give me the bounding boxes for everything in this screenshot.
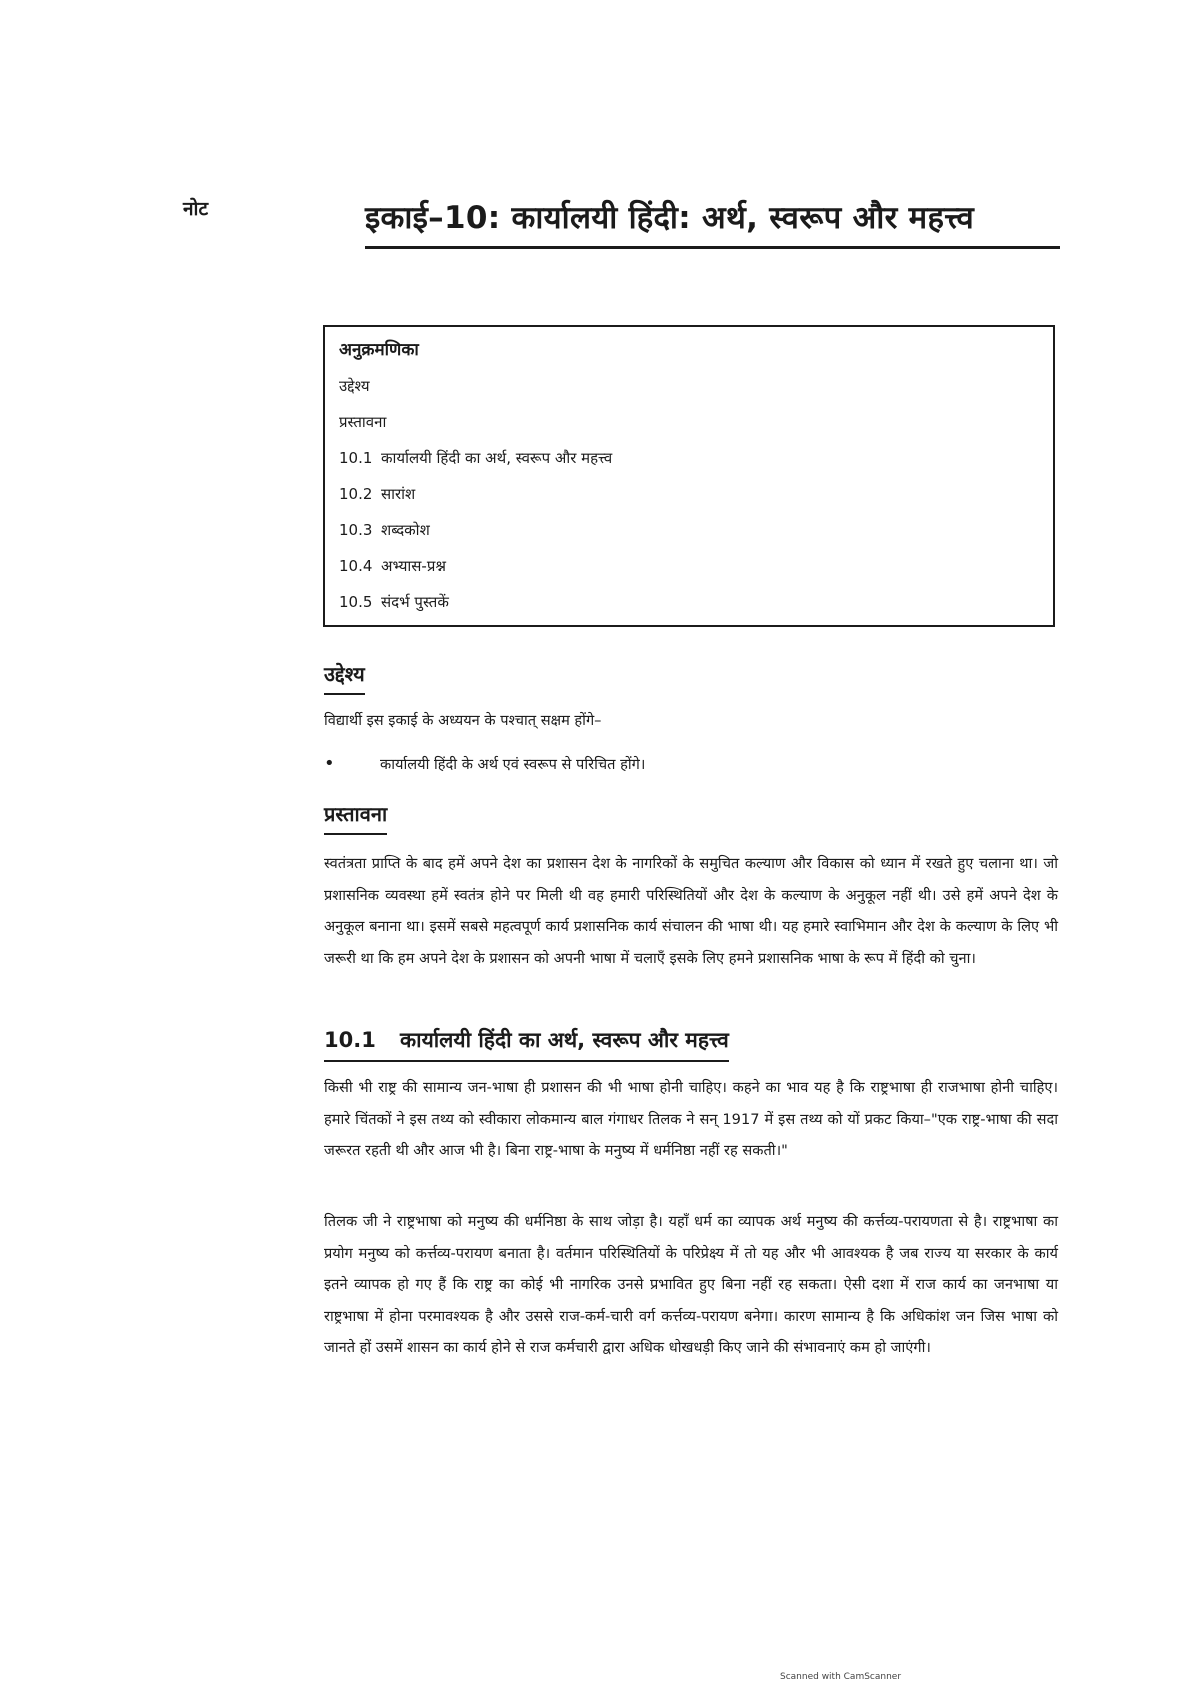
scanner-watermark: Scanned with CamScanner <box>780 1672 902 1682</box>
contents-item-number: 10.5 <box>339 593 373 611</box>
contents-item-label: उद्देश्य <box>339 377 370 395</box>
contents-item <box>339 553 1039 589</box>
contents-item <box>339 373 1039 409</box>
bullet-icon: • <box>324 753 335 774</box>
contents-item-label: कार्यालयी हिंदी का अर्थ, स्वरूप और महत्त्व <box>381 449 613 467</box>
contents-box <box>323 325 1055 627</box>
section-10-1-paragraph-2: तिलक जी ने राष्ट्रभाषा को मनुष्य की धर्मनिष्ठा के साथ जोड़ा है। यहाँ धर्म का व्यापक अर्थ मनुष्य की कर्त्तव्य-परायणता से है। राष्ट्रभाषा का प्रयोग मनुष्य को कर्त्तव्य-परायण बनाता है। वर्तमान परिस्थितियों के परिप्रेक्ष्य में तो यह और भी आवश्यक है जब राज्य या सरकार के कार्य इतने व्यापक हो गए हैं कि राष्ट्र का कोई भी नागरिक उनसे प्रभावित हुए बिना नहीं रह सकता। ऐसी दशा में राज कार्य का जनभाषा या राष्ट्रभाषा में होना परमावश्यक है और उससे राज-कर्म-चारी वर्ग कर्त्तव्य-परायण बनेगा। कारण सामान्य है कि अधिकांश जन जिस भाषा को जानते हों उसमें शासन का कार्य होने से राज कर्मचारी द्वारा अधिक धोखधड़ी किए जाने की संभावनाएं कम हो जाएंगी। <box>324 1213 1058 1356</box>
contents-item <box>339 481 1039 517</box>
contents-item-label: प्रस्तावना <box>339 413 387 431</box>
contents-item-number: 10.3 <box>339 521 373 539</box>
section-10-1-heading <box>324 1026 729 1062</box>
contents-item <box>339 517 1039 553</box>
contents-item-number: 10.2 <box>339 485 373 503</box>
objective-heading: उद्देश्य <box>324 660 365 695</box>
section-10-1-paragraph-1: किसी भी राष्ट्र की सामान्य जन-भाषा ही प्रशासन की भी भाषा होनी चाहिए। कहने का भाव यह है कि राष्ट्रभाषा ही राजभाषा होनी चाहिए। हमारे चिंतकों ने इस तथ्य को स्वीकारा लोकमान्य बाल गंगाधर तिलक ने सन् 1917 में इस तथ्य को यों प्रकट किया–"एक राष्ट्र-भाषा की सदा जरूरत रहती थी और आज भी है। बिना राष्ट्र-भाषा के मनुष्य में धर्मनिष्ठा नहीं रह सकती।" <box>324 1079 1058 1159</box>
contents-item-number: 10.1 <box>339 449 373 467</box>
section-title: कार्यालयी हिंदी का अर्थ, स्वरूप और महत्त्व <box>400 1028 729 1052</box>
contents-item-label: संदर्भ पुस्तकें <box>381 593 449 611</box>
section-number: 10.1 <box>324 1028 376 1052</box>
contents-item <box>339 409 1039 445</box>
contents-item <box>339 589 1039 625</box>
unit-title: इकाई–10: कार्यालयी हिंदी: अर्थ, स्वरूप और महत्त्व <box>365 196 1060 249</box>
introduction-paragraph: स्वतंत्रता प्राप्ति के बाद हमें अपने देश का प्रशासन देश के नागरिकों के समुचित कल्याण और विकास को ध्यान में रखते हुए चलाना था। जो प्रशासनिक व्यवस्था हमें स्वतंत्र होने पर मिली थी वह हमारी परिस्थितियों और देश के कल्याण के अनुकूल नहीं थी। उसे हमें अपने देश के अनुकूल बनाना था। इसमें सबसे महत्वपूर्ण कार्य प्रशासनिक कार्य संचालन की भाषा थी। यह हमारे स्वाभिमान और देश के कल्याण के लिए भी जरूरी था कि हम अपने देश के प्रशासन को अपनी भाषा में चलाएँ इसके लिए हमने प्रशासनिक भाषा के रूप में हिंदी को चुना। <box>324 855 1058 967</box>
objective-bullet <box>324 752 1058 777</box>
contents-heading: अनुक्रमणिका <box>339 340 419 360</box>
margin-note: नोट <box>183 198 209 220</box>
objective-bullet-text: कार्यालयी हिंदी के अर्थ एवं स्वरूप से परिचित होंगे। <box>380 756 646 773</box>
contents-item-label: शब्दकोश <box>381 521 430 539</box>
objective-intro: विद्यार्थी इस इकाई के अध्ययन के पश्चात् सक्षम होंगे– <box>324 712 602 729</box>
contents-item-number: 10.4 <box>339 557 373 575</box>
contents-item-label: सारांश <box>381 485 416 503</box>
contents-item <box>339 445 1039 481</box>
introduction-heading: प्रस्तावना <box>324 800 387 835</box>
contents-item-label: अभ्यास-प्रश्न <box>381 557 446 575</box>
contents-list <box>339 373 1039 625</box>
